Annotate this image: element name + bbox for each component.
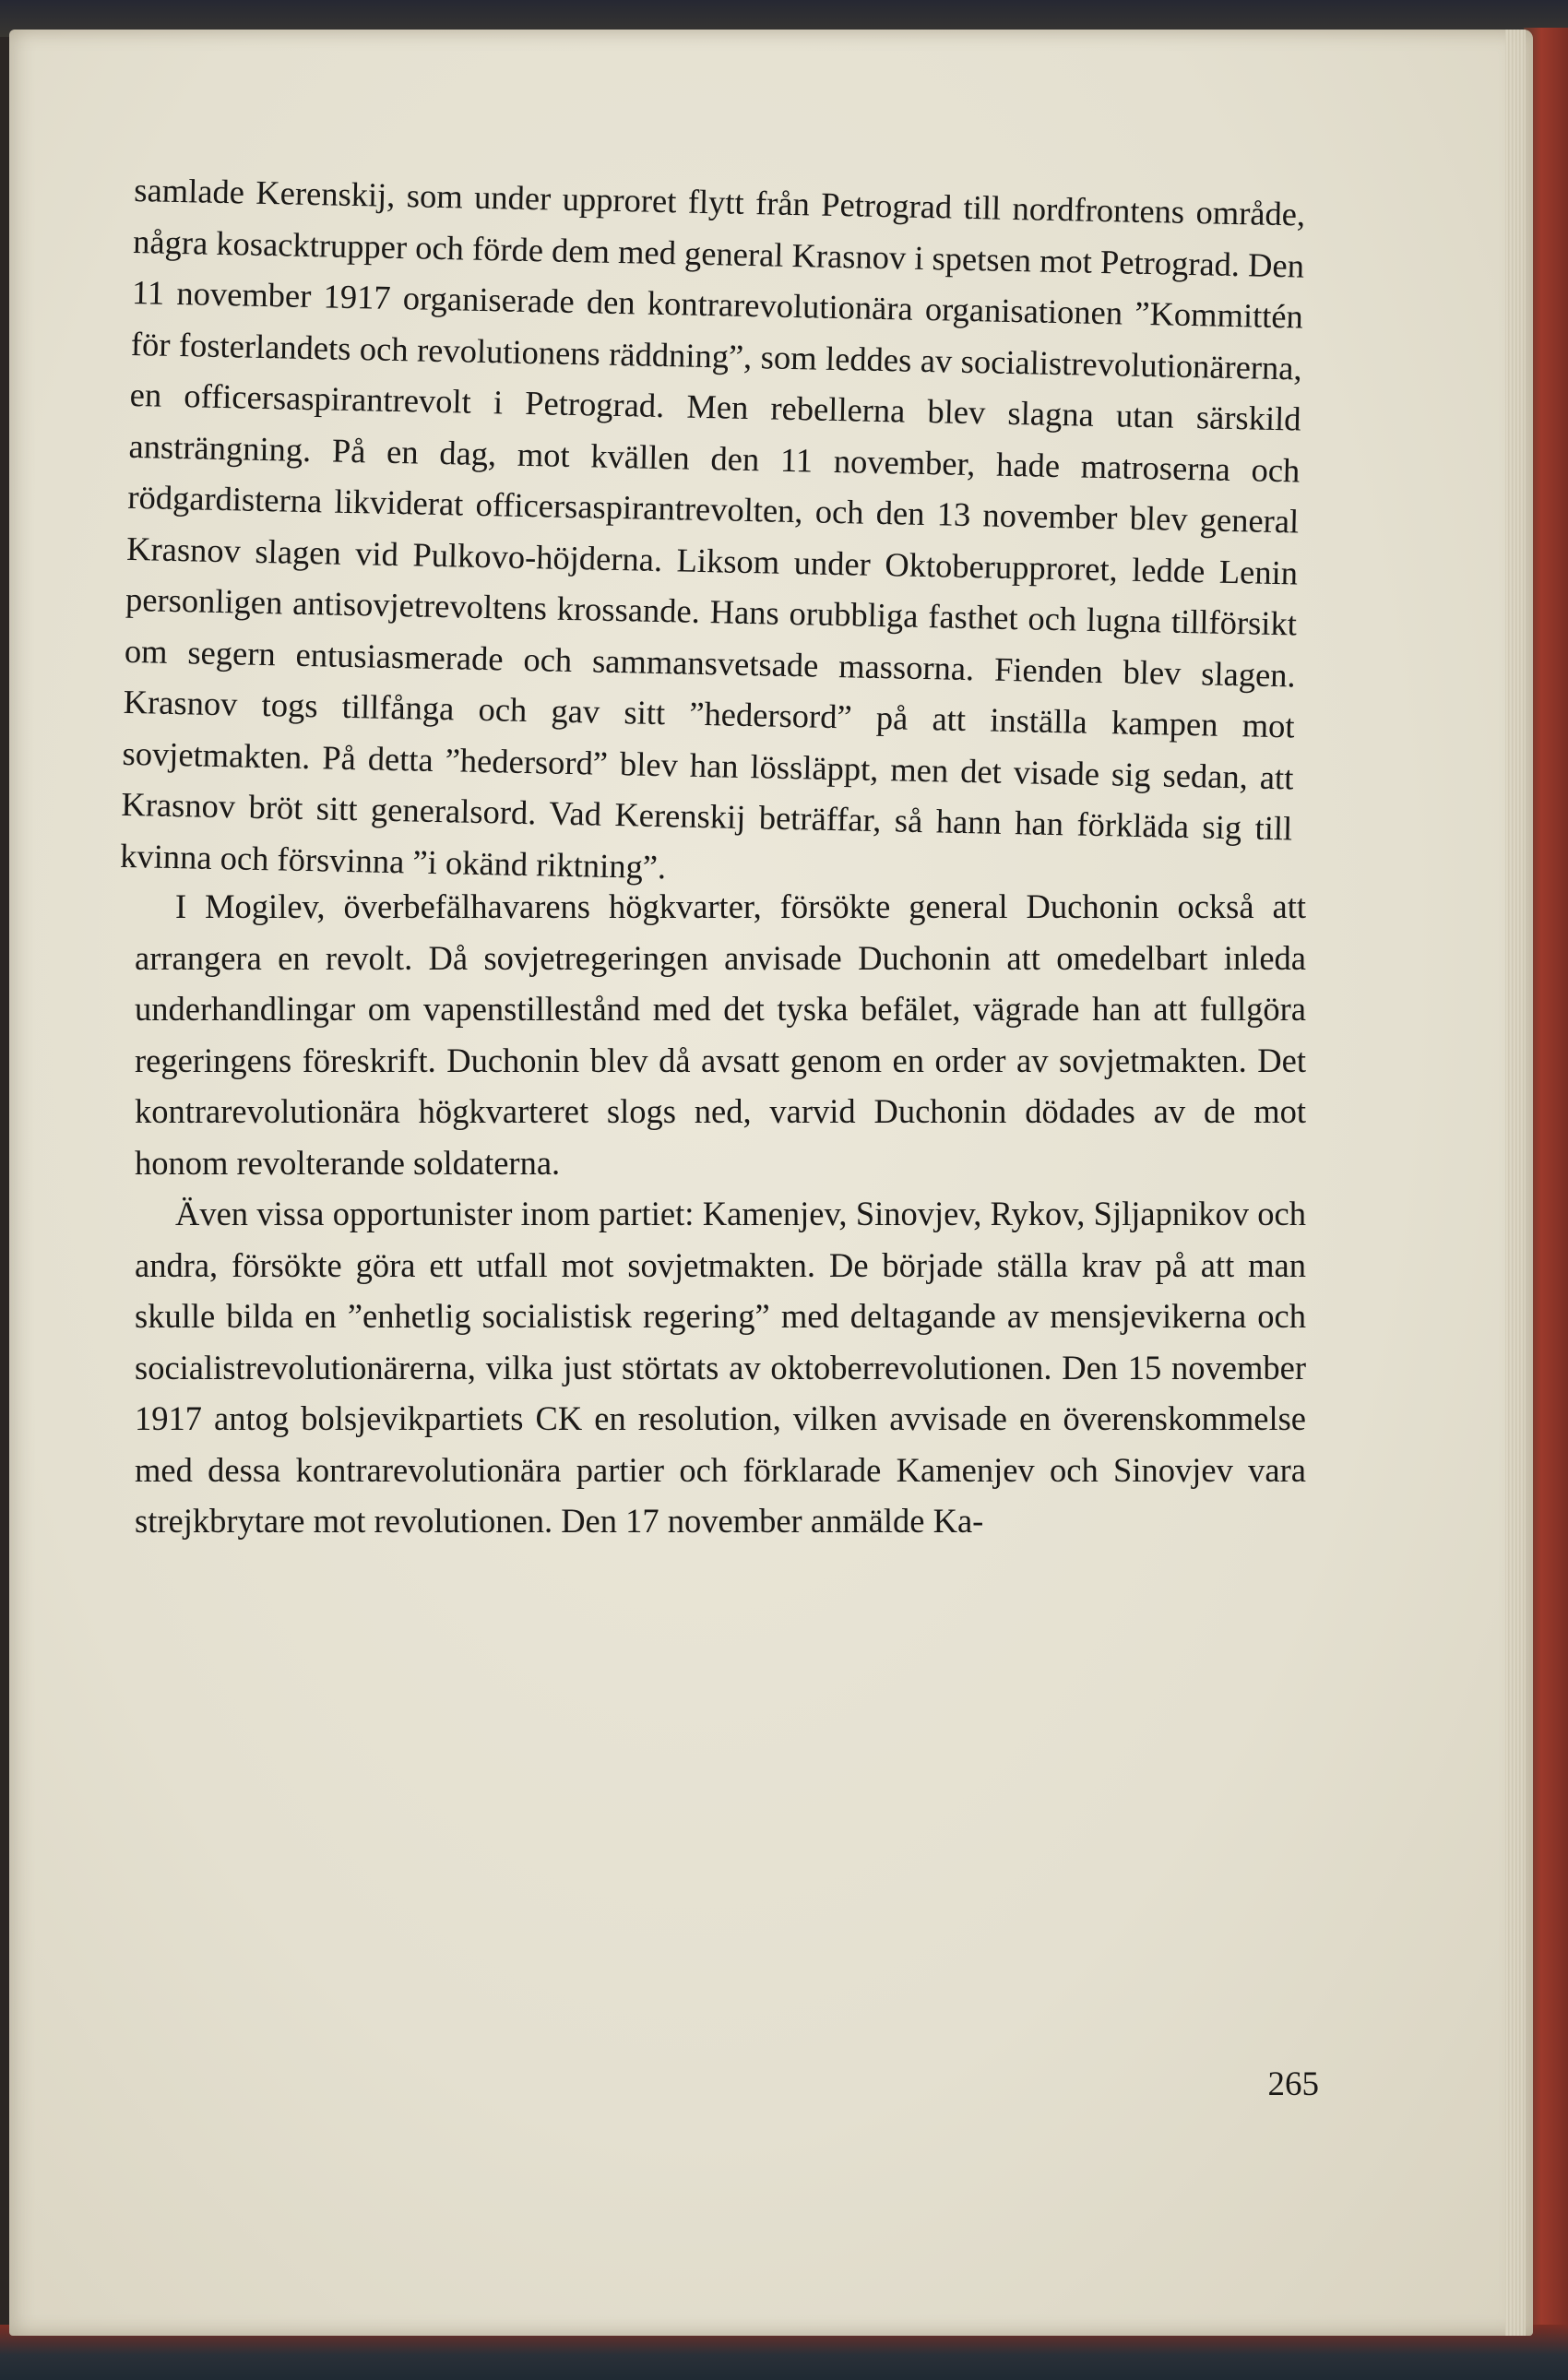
- body-text: [119, 157, 1306, 1547]
- paragraph-1: samlade Kerenskij, som under upproret flytt från Petrograd till nordfrontens område, några kosacktrupper och förde dem med general Krasnov i spetsen mot Petrograd. Den 11 november 1917 organiserade den kontrarevolutionära organisationen ”Kommittén för fosterlandets och revolutionens räddning”, som leddes av socialistrevolutionärerna, en officersaspirantrevolt i Petrograd. Men rebellerna blev slagna utan särskild ansträngning. På en dag, mot kvällen den 11 november, hade matroserna och rödgardisterna likviderat officersaspirantrevolten, och den 13 november blev general Krasnov slagen vid Pulkovo-höjderna. Liksom under Oktoberupproret, ledde Lenin personligen antisovjetrevoltens krossande. Hans orubbliga fasthet och lugna tillförsikt om segern entusiasmerade och sammansvetsade massorna. Fienden blev slagen. Krasnov togs tillfånga och gav sitt ”hedersord” på att inställa kampen mot sovjetmakten. På detta ”hedersord” blev han lössläppt, men det visade sig sedan, att Krasnov bröt sitt generalsord. Vad Kerenskij beträffar, så hann han förkläda sig till kvinna och försvinna ”i okänd riktning”.: [119, 170, 1306, 886]
- paragraph-3: Även vissa opportunister inom partiet: Kamenjev, Sinovjev, Rykov, Sjljapnikov och andra, försökte göra ett utfall mot sovjetmakten. De började ställa krav på att man skulle bilda en ”enhetlig socialistisk regering” med deltagande av mensjevikerna och socialistrevolutionärerna, vilka just störtats av oktoberrevolutionen. Den 15 november 1917 antog bolsjevikpartiets CK en resolution, vilken avvisade en överenskommelse med dessa kontrarevolutionära partier och förklarade Kamenjev och Sinovjev vara strejkbrytare mot revolutionen. Den 17 november anmälde Ka-: [135, 1195, 1306, 1540]
- paragraph-2: I Mogilev, överbefälhavarens högkvarter, försökte general Duchonin också att arrangera en revolt. Då sovjetregeringen anvisade Duchonin att omedelbart inleda underhandlingar om vapenstillestånd med det tyska befälet, vägrade han att fullgöra regeringens föreskrift. Duchonin blev då avsatt genom en order av sovjetmakten. Det kontrarevolutionära högkvarteret slogs ned, varvid Duchonin dödades av de mot honom revolterande soldaterna.: [135, 887, 1306, 1182]
- page-edge: [1505, 30, 1526, 2336]
- page-number: 265: [1267, 2065, 1319, 2103]
